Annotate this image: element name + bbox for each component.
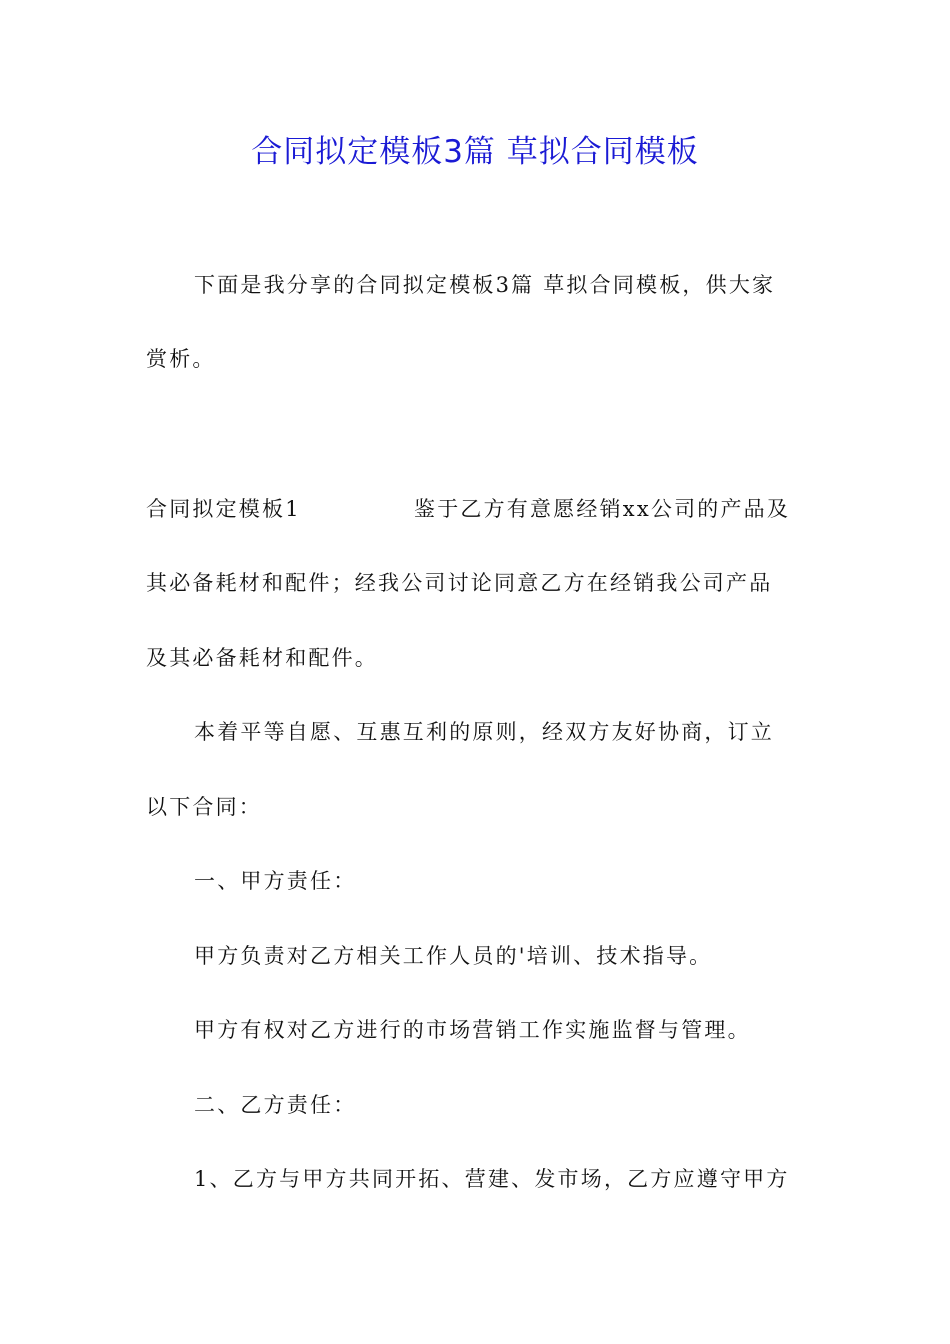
intro-line-1: 下面是我分享的合同拟定模板3篇 草拟合同模板，供大家 (194, 273, 776, 297)
paragraph-line: 其必备耗材和配件；经我公司讨论同意乙方在经销我公司产品 (146, 571, 773, 595)
intro-line-2: 赏析。 (146, 347, 216, 371)
paragraph-line: 鉴于乙方有意愿经销xx公司的产品及 (414, 497, 791, 521)
clause-heading: 一、甲方责任： (194, 869, 357, 893)
section-heading: 合同拟定模板1 (146, 497, 301, 521)
paragraph-line: 甲方有权对乙方进行的市场营销工作实施监督与管理。 (194, 1018, 751, 1042)
paragraph-line: 以下合同： (146, 795, 262, 819)
paragraph-line: 甲方负责对乙方相关工作人员的'培训、技术指导。 (194, 944, 713, 968)
paragraph-line: 1、乙方与甲方共同开拓、营建、发市场，乙方应遵守甲方 (194, 1167, 790, 1191)
document-title: 合同拟定模板3篇 草拟合同模板 (251, 134, 699, 170)
clause-heading: 二、乙方责任： (194, 1093, 357, 1117)
paragraph-line: 及其必备耗材和配件。 (146, 646, 378, 670)
paragraph-line: 本着平等自愿、互惠互利的原则，经双方友好协商，订立 (194, 720, 774, 744)
